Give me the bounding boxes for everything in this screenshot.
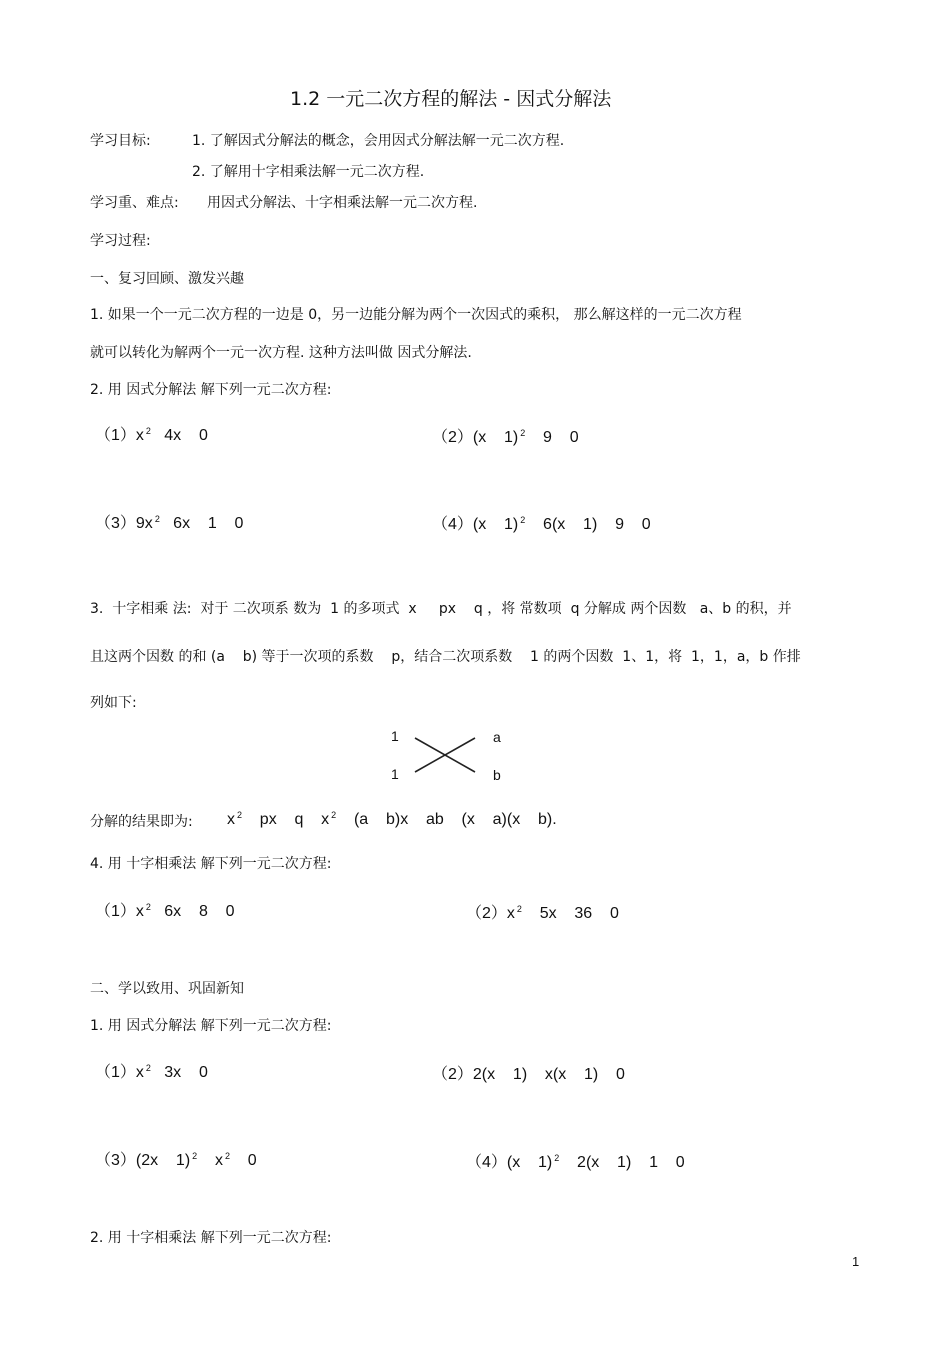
objective-item-2: 2. 了解用十字相乘法解一元二次方程.	[192, 164, 425, 180]
practice-prompt-1: 1. 用 因式分解法 解下列一元二次方程:	[90, 1018, 332, 1034]
equation-3: （3）9x $^2$ 6x 1 0	[95, 514, 244, 532]
cross-left-top: 1	[391, 728, 399, 744]
page-number: 1	[852, 1254, 860, 1269]
practice-prompt-2: 2. 用 十字相乘法 解下列一元二次方程:	[90, 1230, 332, 1246]
cross-method-line-3: 列如下:	[90, 695, 137, 711]
definition-line-1: 1. 如果一个一元二次方程的一边是 0，另一边能分解为两个一次因式的乘积， 那么解这样的一元二次方程	[90, 307, 742, 323]
practice-equation-2: （2）2(x 1) x(x 1) 0	[432, 1066, 625, 1083]
cross-method-line-1: 3. 十字相乘 法: 对于 二次项系 数为 1 的多项式 x px q ，将 常数项 q 分解成 两个因数 a、b 的积，并	[90, 601, 792, 617]
page-title: 1.2 一元二次方程的解法 - 因式分解法	[290, 88, 612, 110]
cross-method-line-2: 且这两个因数 的和 (a b) 等于一次项的系数 p，结合二次项系数 1 的两个因数 1、1，将 1，1，a，b 作排	[90, 649, 801, 665]
process-label: 学习过程:	[90, 233, 151, 249]
objective-item-1: 1. 了解因式分解法的概念，会用因式分解法解一元二次方程.	[192, 133, 565, 149]
cross-left-bottom: 1	[391, 766, 399, 782]
section1-heading: 一、复习回顾、激发兴趣	[90, 271, 244, 287]
result-label: 分解的结果即为:	[90, 814, 193, 830]
practice-equation-4: （4）(x 1) $^2$ 2(x 1) 1 0	[466, 1153, 685, 1171]
exercise-prompt-4: 4. 用 十字相乘法 解下列一元二次方程:	[90, 856, 332, 872]
cross-right-bottom: b	[493, 767, 501, 783]
definition-line-2: 就可以转化为解两个一元一次方程. 这种方法叫做 因式分解法.	[90, 345, 472, 361]
section2-heading: 二、学以致用、巩固新知	[90, 981, 244, 997]
equation-2: （2）(x 1) $^2$ 9 0	[432, 428, 579, 446]
equation-4: （4）(x 1) $^2$ 6(x 1) 9 0	[432, 515, 651, 533]
result-formula: x $^2$ px q x $^2$ (a b)x ab (x a)(x b).	[227, 810, 557, 828]
cross-right-top: a	[493, 729, 501, 745]
key-points-text: 用因式分解法、十字相乘法解一元二次方程.	[207, 195, 478, 211]
cross-lines	[405, 730, 485, 780]
equation-1: （1）x $^2$ 4x 0	[95, 426, 208, 444]
key-points-label: 学习重、难点:	[90, 195, 179, 211]
equation-5: （1）x $^2$ 6x 8 0	[95, 902, 235, 920]
exercise-prompt-1: 2. 用 因式分解法 解下列一元二次方程:	[90, 382, 332, 398]
practice-equation-3: （3）(2x 1) $^2$ x $^2$ 0	[95, 1151, 257, 1169]
practice-equation-1: （1）x $^2$ 3x 0	[95, 1063, 208, 1081]
equation-6: （2）x $^2$ 5x 36 0	[466, 904, 619, 922]
objectives-label: 学习目标:	[90, 133, 151, 149]
